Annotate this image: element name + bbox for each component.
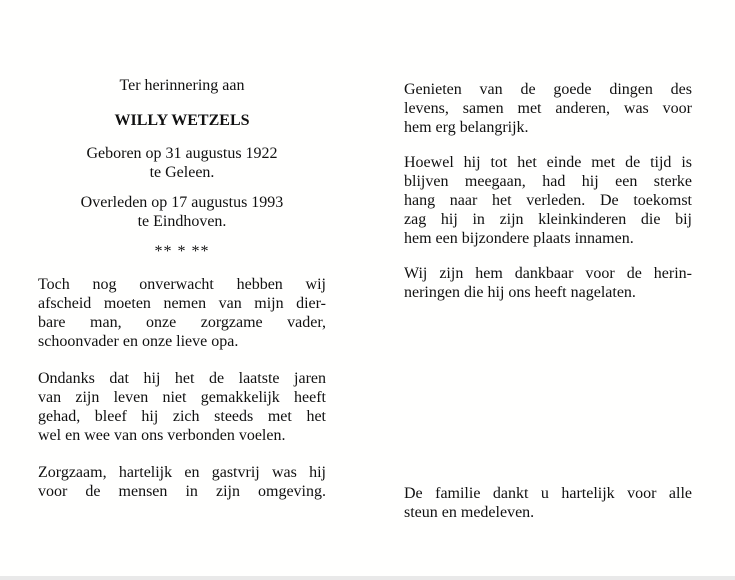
text-line: Toch nog onverwacht hebben wij bbox=[38, 276, 326, 293]
intro-line: Ter herinnering aan bbox=[119, 77, 245, 94]
text-line: bare man, onze zorgzame vader, bbox=[38, 314, 326, 331]
text-line: Ondanks dat hij het de laatste jaren bbox=[38, 370, 326, 387]
text-line: voor de mensen in zijn omgeving. bbox=[38, 483, 326, 500]
card-bottom-edge bbox=[0, 576, 735, 580]
text-line: Zorgzaam, hartelijk en gastvrij was hij bbox=[38, 464, 326, 481]
paragraph-gratitude bbox=[404, 264, 692, 302]
deceased-name: WILLY WETZELS bbox=[114, 112, 250, 129]
paragraph-enjoyment bbox=[404, 80, 692, 137]
text-line: Genieten van de goede dingen des bbox=[404, 81, 692, 98]
text-line: hem een bijzondere plaats innamen. bbox=[404, 230, 634, 247]
birth-date: Geboren op 31 augustus 1922 bbox=[86, 145, 278, 162]
text-line: blijven meegaan, had hij een sterke bbox=[404, 173, 692, 190]
text-line: van zijn leven niet gemakkelijk heeft bbox=[38, 389, 326, 406]
birth-place: te Geleen. bbox=[149, 164, 215, 181]
text-line: afscheid moeten nemen van mijn dier- bbox=[38, 295, 326, 312]
text-line: gehad, bleef hij zich steeds met het bbox=[38, 408, 326, 425]
paragraph-hardship bbox=[38, 369, 326, 445]
death-place: te Eindhoven. bbox=[137, 213, 227, 230]
text-line: hem erg belangrijk. bbox=[404, 119, 529, 136]
paragraph-farewell bbox=[38, 275, 326, 351]
text-line: De familie dankt u hartelijk voor alle bbox=[404, 485, 692, 502]
text-line: wel en wee van ons verbonden voelen. bbox=[38, 427, 286, 444]
star-divider: ** * ** bbox=[154, 243, 210, 260]
family-thanks bbox=[404, 484, 692, 522]
text-line: zag hij in zijn kleinkinderen die bij bbox=[404, 211, 692, 228]
birth-info bbox=[38, 144, 326, 182]
left-column bbox=[38, 76, 326, 501]
text-line: steun en medeleven. bbox=[404, 504, 535, 521]
text-line: Wij zijn hem dankbaar voor de herin- bbox=[404, 265, 692, 282]
paragraph-past bbox=[404, 153, 692, 248]
text-line: schoonvader en onze lieve opa. bbox=[38, 333, 239, 350]
death-date: Overleden op 17 augustus 1993 bbox=[80, 194, 284, 211]
text-line: hang naar het verleden. De toekomst bbox=[404, 192, 692, 209]
text-line: neringen die hij ons heeft nagelaten. bbox=[404, 284, 636, 301]
right-column bbox=[404, 80, 692, 302]
paragraph-caring bbox=[38, 463, 326, 501]
text-line: Hoewel hij tot het einde met de tijd is bbox=[404, 154, 692, 171]
text-line: levens, samen met anderen, was voor bbox=[404, 100, 692, 117]
death-info bbox=[38, 193, 326, 231]
